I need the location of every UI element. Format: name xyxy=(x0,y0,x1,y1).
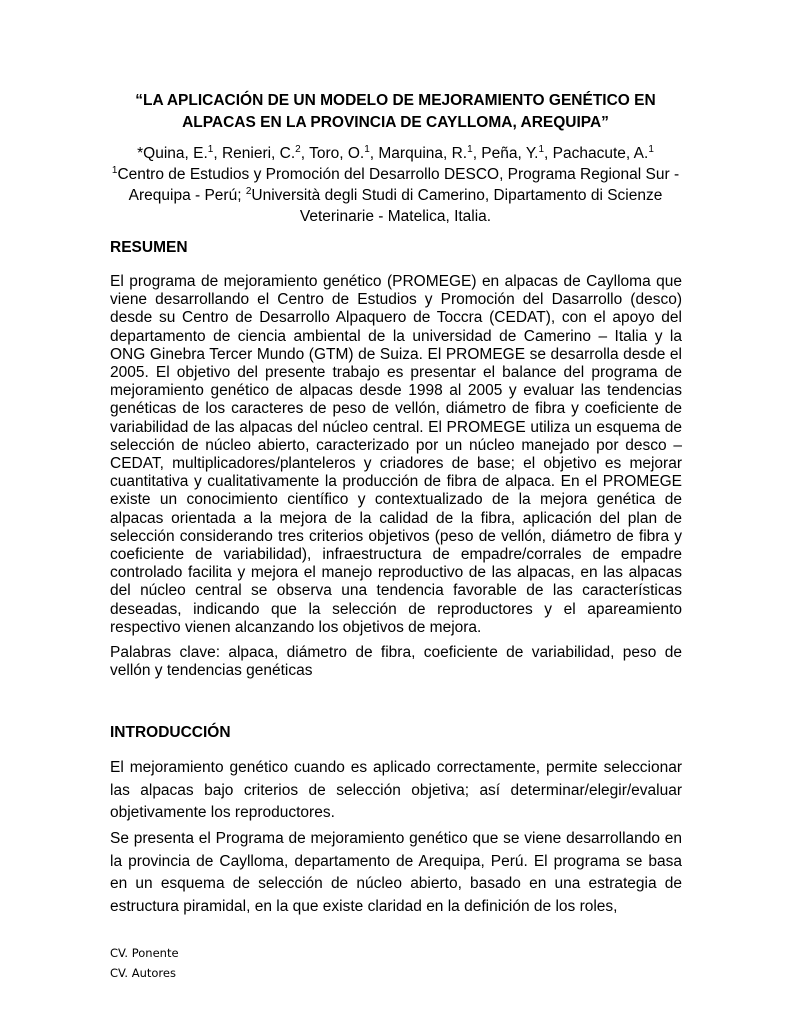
paper-title xyxy=(110,90,681,134)
keywords: Palabras clave: alpaca, diámetro de fibra, coeficiente de variabilidad, peso de vellón y tendencias genéticas xyxy=(110,644,682,680)
footer-ponente: CV. Ponente xyxy=(110,946,179,960)
author-3-affiliation: 1 xyxy=(364,143,370,155)
affiliation-1-marker: 1 xyxy=(111,164,118,176)
author-4: , Marquina, R. xyxy=(369,145,468,162)
author-4-affiliation: 1 xyxy=(467,143,473,155)
author-1: *Quina, E. xyxy=(137,145,208,162)
introduccion-paragraph-2: Se presenta el Programa de mejoramiento genético que se viene desarrollando en la provincia de Caylloma, departamento de Arequipa, Perú. El programa se basa en un esquema de selección de núcleo abierto, basado en una estrategia de estructura piramidal, en la que existe claridad en la definición de los roles, xyxy=(110,830,682,915)
affiliation-2: Università degli Studi di Camerino, Dipartamento di Scienze Veterinarie - Matelica, Italia. xyxy=(251,187,663,225)
title-line-2: ALPACAS EN LA PROVINCIA DE CAYLLOMA, AREQUIPA” xyxy=(182,114,609,131)
affiliations xyxy=(110,164,681,227)
author-2-affiliation: 2 xyxy=(295,143,301,155)
author-block xyxy=(110,143,681,227)
resumen-heading: RESUMEN xyxy=(110,239,188,256)
footer-notes xyxy=(110,943,179,983)
author-6: , Pachacute, A. xyxy=(544,145,649,162)
title-line-1: “LA APLICACIÓN DE UN MODELO DE MEJORAMIENTO GENÉTICO EN xyxy=(135,92,656,109)
author-5: , Peña, Y. xyxy=(472,145,539,162)
footer-autores: CV. Autores xyxy=(110,966,176,980)
author-5-affiliation: 1 xyxy=(538,143,545,155)
affiliation-2-marker: 2 xyxy=(245,185,252,197)
author-list xyxy=(110,143,681,164)
author-1-affiliation: 1 xyxy=(207,143,214,155)
author-3: , Toro, O. xyxy=(300,145,365,162)
introduccion-heading: INTRODUCCIÓN xyxy=(110,724,231,741)
resumen-body: El programa de mejoramiento genético (PROMEGE) en alpacas de Caylloma que viene desarrollando el Centro de Estudios y Promoción del Dasarrollo (desco) desde su Centro de Desarrollo Alpaquero de Toccra (CEDAT), con el apoyo del departamento de ciencia ambiental de la universidad de Camerino – Italia y la ONG Ginebra Tercer Mundo (GTM) de Suiza. El PROMEGE se desarrolla desde el 2005. El objetivo del presente trabajo es presentar el balance del programa de mejoramiento genético de alpacas desde 1998 al 2005 y evaluar las tendencias genéticas de los caracteres de peso de vellón, diámetro de fibra y coeficiente de variabilidad de las alpacas del núcleo central. El PROMEGE utiliza un esquema de selección de núcleo abierto, caracterizado por un núcleo manejado por desco – CEDAT, multiplicadores/planteleros y criadores de base; el objetivo es mejorar cuantitativa y cualitativamente la producción de fibra de alpaca. En el PROMEGE existe un conocimiento científico y contextualizado de la mejora genética de alpacas orientada a la mejora de la calidad de la fibra, aplicación del plan de selección considerando tres criterios objetivos (peso de vellón, diámetro de fibra y coeficiente de variabilidad), infraestructura de empadre/corrales de empadre controlado facilita y mejora el manejo reproductivo de las alpacas, en las alpacas del núcleo central se observa una tendencia favorable de las características deseadas, indicando que la selección de reproductores y el apareamiento respectivo vienen alcanzando los objetivos de mejora. xyxy=(110,273,682,636)
introduccion-paragraph-1: El mejoramiento genético cuando es aplicado correctamente, permite seleccionar las alpacas bajo criterios de selección objetiva; así determinar/elegir/evaluar objetivamente los reproductores. xyxy=(110,759,682,821)
affiliation-1: Centro de Estudios y Promoción del Desarrollo DESCO, Programa Regional Sur - Arequipa - Perú; xyxy=(117,166,680,204)
author-6-affiliation: 1 xyxy=(648,143,654,155)
author-2: , Renieri, C. xyxy=(213,145,296,162)
